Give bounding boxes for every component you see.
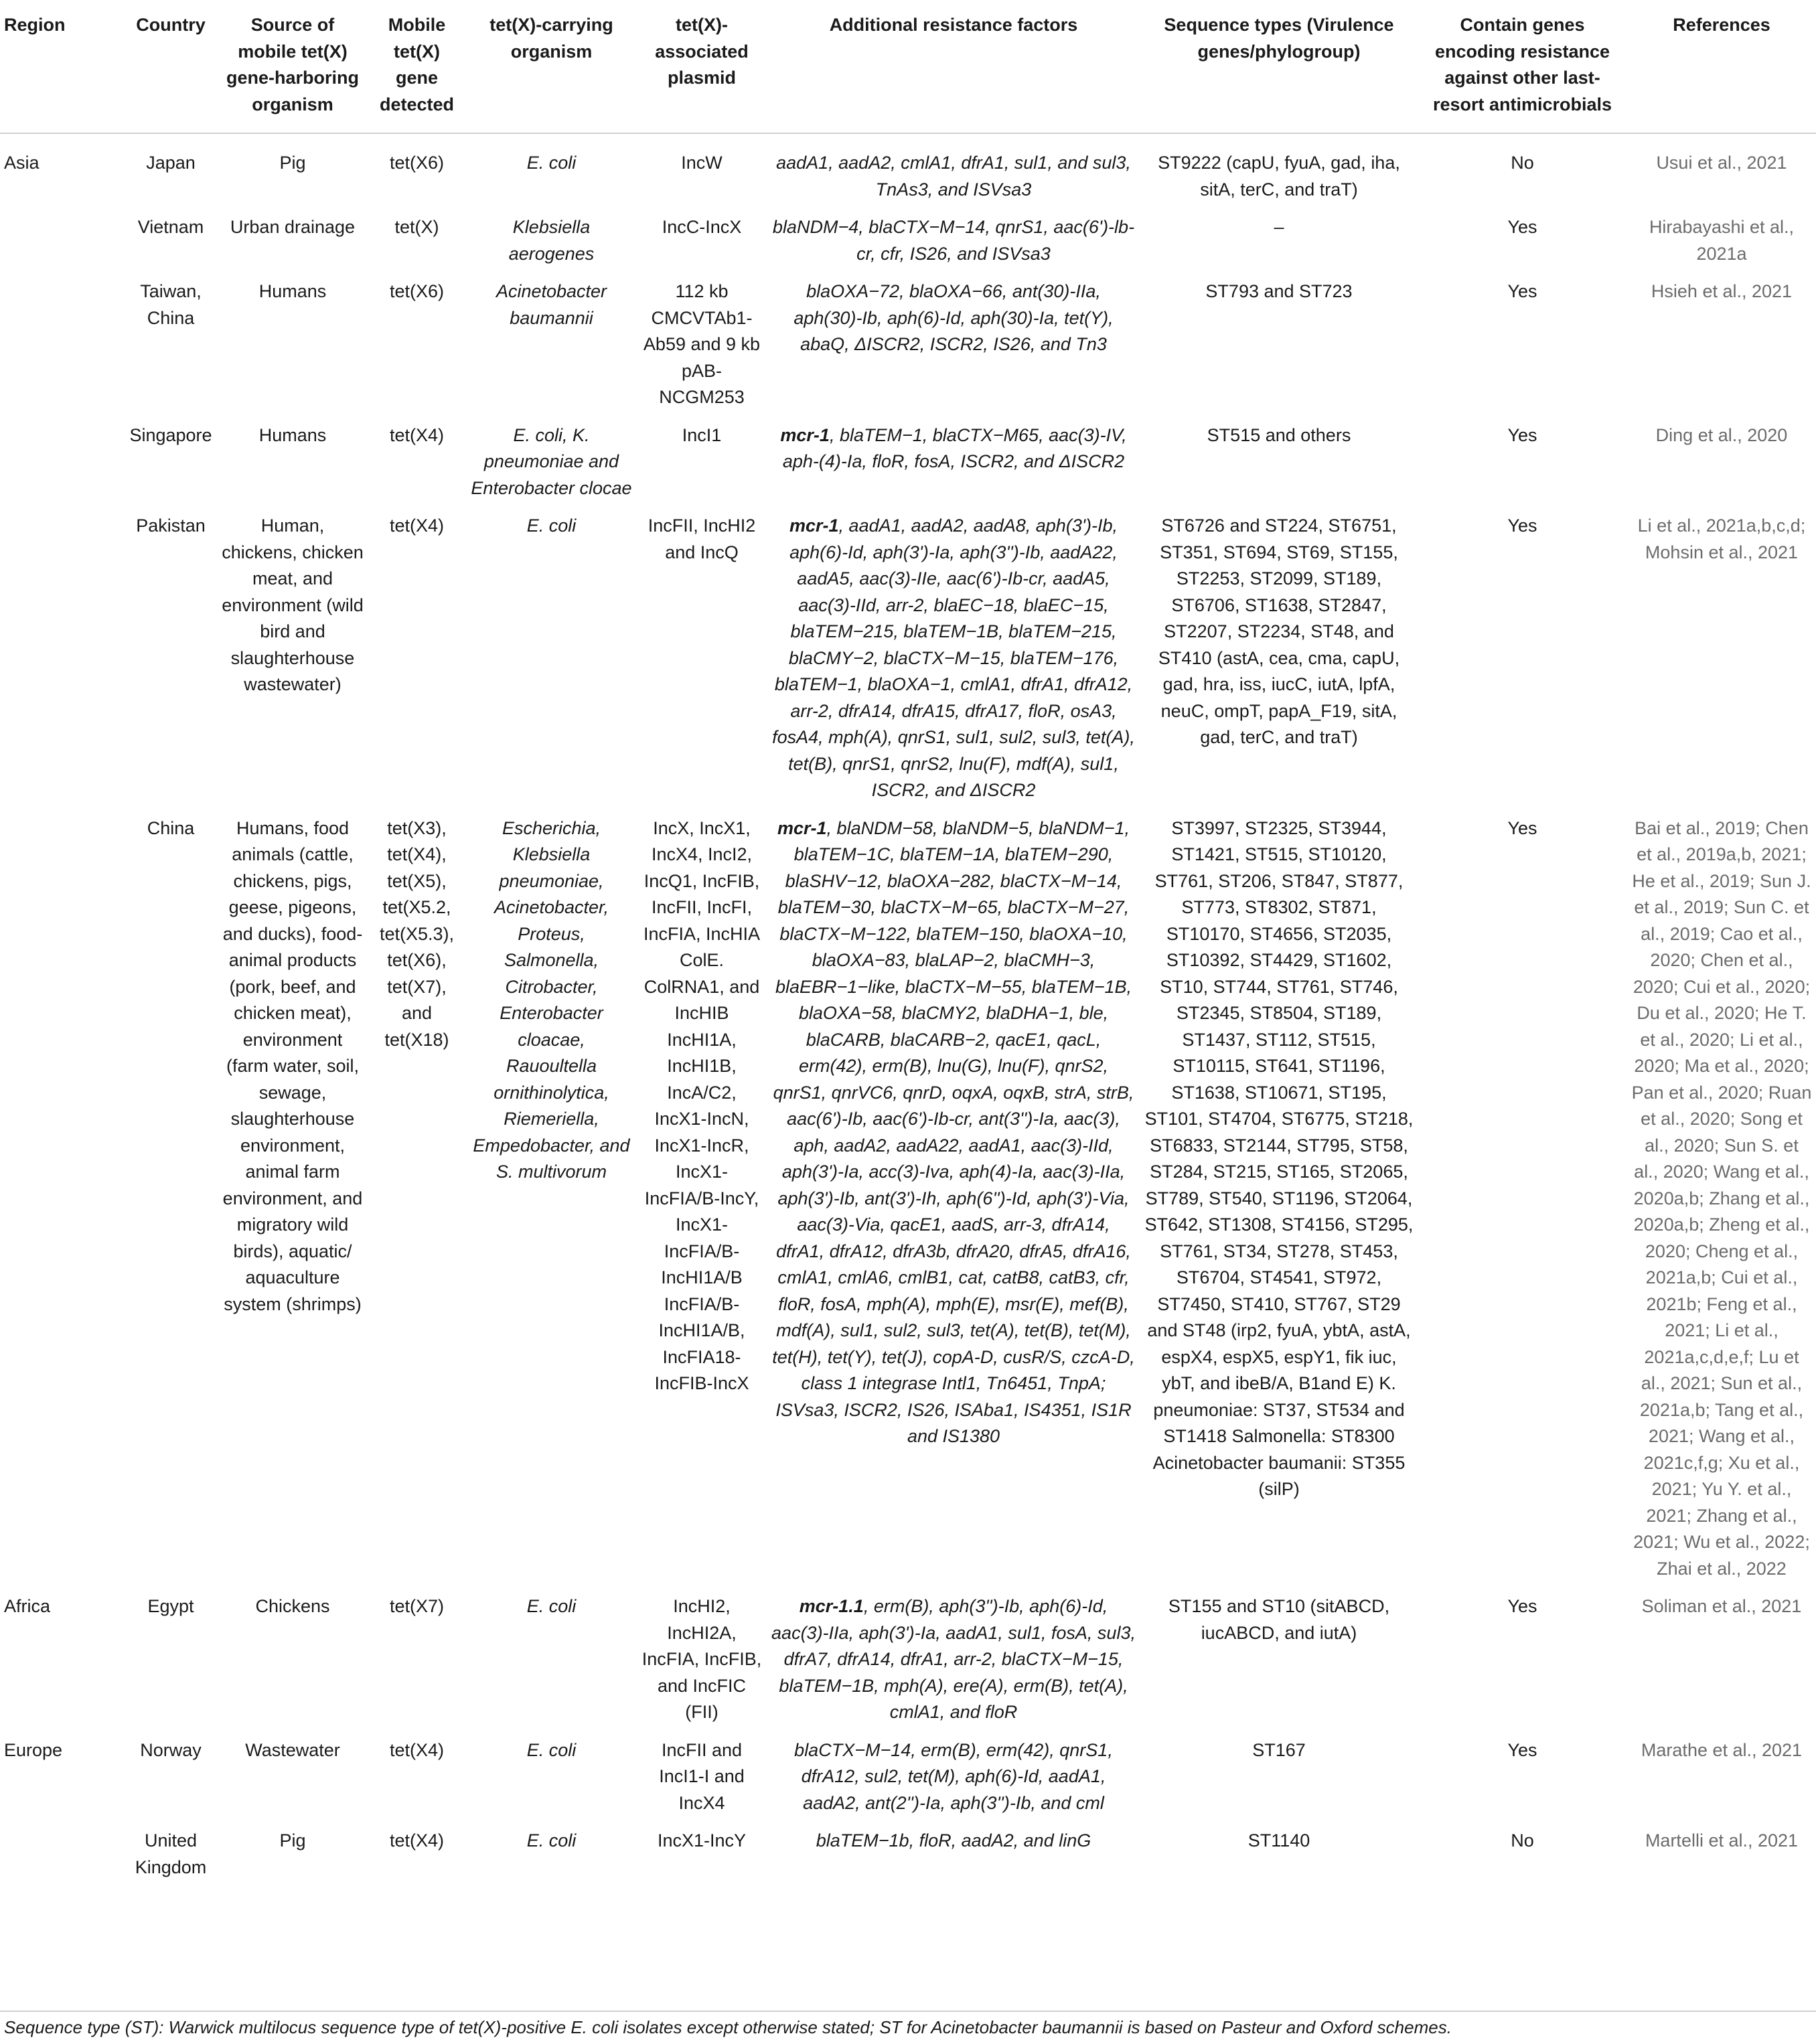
cell-country: Taiwan, China [140,281,202,328]
cell-last-resort: Yes [1507,217,1537,237]
mcr-gene: mcr-1 [780,424,830,445]
cell-source: Humans [258,424,327,445]
resistance-text: blaNDM−4, blaCTX−M−14, qnrS1, aac(6')-lb-cr, cfr, IS26, and ISVsa3 [772,217,1135,264]
cell-region: Europe [4,1739,63,1760]
cell-resistance [767,1588,1140,1732]
cell-country: United Kingdom [135,1830,207,1877]
resistance-text: blaCTX−M−14, erm(B), erm(42), qnrS1, dfrA12, sul2, tet(M), aph(6)-Id, aadA1, aadA2, ant(2'')-Ia, aph(3'')-Ib, and cml [794,1739,1113,1813]
table-footnote: Sequence type (ST): Warwick multilocus sequence type of tet(X)-positive E. coli isolates except otherwise stated; ST for Acinetobacter baumannii is based on Pasteur and Oxford schemes. [4,2017,1452,2037]
resistance-text: , erm(B), aph(3'')-Ib, aph(6)-Id, aac(3)-IIa, aph(3')-Ia, aadA1, sul1, fosA, sul3, dfrA7, dfrA14, dfrA1, arr-2, blaCTX−M−15, blaTEM−1B, mph(A), ere(A), erm(B), tet(A), cmlA1, and floR [771,1596,1136,1722]
cell-organism: Klebsiella aerogenes [508,217,595,264]
cell-organism: E. coli [526,516,577,536]
cell-last-resort: Yes [1507,1739,1537,1760]
cell-country: China [147,817,195,838]
cell-last-resort: No [1511,1830,1534,1851]
cell-plasmid: IncW [681,153,723,173]
cell-gene: tet(X4) [389,1830,445,1851]
cell-source: Human, chickens, chicken meat, and environment (wild bird and slaughterhouse wastewater) [222,516,364,694]
header-source: Source of mobile tet(X) gene-harboring organism [218,0,368,133]
cell-sequence-types: ST1140 [1247,1830,1310,1851]
cell-source: Pig [279,153,306,173]
cell-gene: tet(X6) [389,153,445,173]
cell-resistance [767,417,1140,508]
cell-plasmid: IncX, IncX1, IncX4, IncI2, IncQ1, IncFIB, IncFII, IncFI, IncFIA, IncHIA ColE. ColRNA1, and IncHIB IncHI1A, IncHI1B, IncA/C2, IncX1-IncN, IncX1-IncR, IncX1-IncFIA/B-IncY, IncX1-IncFIA/B-IncHI1A/B IncFIA/B-IncHI1A/B, IncFIA18-IncFIB-IncX [643,817,761,1393]
cell-organism: E. coli [526,153,577,173]
cell-region: Asia [4,153,40,173]
cell-country: Vietnam [137,217,204,237]
cell-country: Singapore [129,424,212,445]
table-row [0,810,1816,1589]
cell-source: Humans, food animals (cattle, chickens, pigs, geese, pigeons, and ducks), food-animal products (pork, beef, and chicken meat), environment (farm water, soil, sewage, slaughterhouse environment, animal farm environment, and migratory wild birds), aquatic/ aquaculture system (shrimps) [222,817,363,1314]
header-organism: tet(X)-carrying organism [466,0,637,133]
footnote-divider [0,2011,1816,2012]
resistance-text: blaOXA−72, blaOXA−66, ant(30)-IIa, aph(30)-Ib, aph(6)-Id, aph(30)-Ia, tet(Y), abaQ, ΔISCR2, ISCR2, IS26, and Tn3 [793,281,1114,354]
cell-region [0,273,124,417]
header-region: Region [0,0,124,133]
resistance-text: , blaTEM−1, blaCTX−M65, aac(3)-IV, aph-(4)-Ia, floR, fosA, ISCR2, and ΔISCR2 [782,424,1127,471]
cell-sequence-types: ST9222 (capU, fyuA, gad, iha, sitA, terC, and traT) [1158,153,1400,200]
cell-country: Japan [146,153,196,173]
cell-region [0,417,124,508]
cell-references[interactable]: Soliman et al., 2021 [1641,1596,1802,1616]
cell-plasmid: 112 kb CMCVTAb1-Ab59 and 9 kb pAB-NCGM253 [643,281,761,407]
resistance-text: blaTEM−1b, floR, aadA2, and linG [816,1830,1091,1851]
table-row [0,1588,1816,1732]
cell-region [0,810,124,1589]
mcr-gene: mcr-1 [777,817,827,838]
resistance-text: , aadA1, aadA2, aadA8, aph(3')-Ib, aph(6)-Id, aph(3')-Ia, aph(3'')-Ib, aadA22, aadA5, aac(3)-IIe, aac(6')-Ib-cr, aadA5, aac(3)-IId, arr-2, blaEC−18, blaEC−15, blaTEM−215, blaTEM−1B, blaTEM−215, blaCMY−2, blaCTX−M−15, blaTEM−176, blaTEM−1, blaOXA−1, cmlA1, dfrA1, dfrA12, arr-2, dfrA14, dfrA15, dfrA17, floR, osA3, fosA4, mph(A), qnrS1, sul1, sul2, sul3, tet(A), tet(B), qnrS1, qnrS2, lnu(F), mdf(A), sul1, ISCR2, and ΔISCR2 [772,516,1135,800]
cell-sequence-types: ST167 [1252,1739,1306,1760]
mcr-gene: mcr-1 [789,516,839,536]
cell-references[interactable]: Hsieh et al., 2021 [1651,281,1793,301]
table-row [0,507,1816,810]
cell-gene: tet(X) [394,217,439,237]
cell-source: Chickens [255,1596,330,1616]
table-row [0,273,1816,417]
cell-gene: tet(X6) [389,281,445,301]
cell-region [0,209,124,273]
cell-last-resort: No [1511,153,1534,173]
header-gene: Mobile tet(X) gene detected [368,0,466,133]
cell-region [0,1822,124,1887]
resistance-text: aadA1, aadA2, cmlA1, dfrA1, sul1, and sul3, TnAs3, and ISVsa3 [776,153,1131,200]
cell-gene: tet(X4) [389,516,445,536]
cell-resistance [767,507,1140,810]
cell-sequence-types: ST3997, ST2325, ST3944, ST1421, ST515, ST10120, ST761, ST206, ST847, ST877, ST773, ST8302, ST871, ST10170, ST4656, ST2035, ST10392, ST4429, ST1602, ST10, ST744, ST761, ST746, ST2345, ST8504, ST189, ST1437, ST112, ST515, ST10115, ST641, ST1196, ST1638, ST10671, ST195, ST101, ST4704, ST6775, ST218, ST6833, ST2144, ST795, ST58, ST284, ST215, ST165, ST2065, ST789, ST540, ST1196, ST2064, ST642, ST1308, ST4156, ST295, ST761, ST34, ST278, ST453, ST6704, ST4541, ST972, ST7450, ST410, ST767, ST29 and ST48 (irp2, fyuA, ybtA, astA, espX4, espX5, espY1, fik iuc, ybT, and ibeB/A, B1and E) K. pneumoniae: ST37, ST534 and ST1418 Salmonella: ST8300 Acinetobacter baumanii: ST355 (silP) [1144,817,1414,1499]
cell-references[interactable]: Hirabayashi et al., 2021a [1649,217,1795,264]
cell-organism: E. coli [526,1830,577,1851]
cell-region [0,507,124,810]
cell-organism: Acinetobacter baumannii [496,281,607,328]
table-row [0,133,1816,209]
cell-organism: E. coli [526,1739,577,1760]
cell-organism: Escherichia, Klebsiella pneumoniae, Acinetobacter, Proteus, Salmonella, Citrobacter, Enterobacter cloacae, Rauoultella ornithinolytica, Riemeriella, Empedobacter, and S. multivorum [473,817,630,1182]
cell-resistance [767,209,1140,273]
cell-last-resort: Yes [1507,281,1537,301]
cell-plasmid: IncHI2, IncHI2A, IncFIA, IncFIB, and IncFIC (FII) [641,1596,762,1722]
cell-last-resort: Yes [1507,817,1537,838]
cell-sequence-types: – [1274,217,1284,237]
cell-plasmid: IncC-IncX [662,217,742,237]
cell-resistance [767,273,1140,417]
cell-resistance [767,133,1140,209]
header-plasmid: tet(X)-associated plasmid [637,0,767,133]
cell-last-resort: Yes [1507,424,1537,445]
cell-plasmid: IncI1 [682,424,722,445]
cell-source: Humans [258,281,327,301]
cell-references[interactable]: Martelli et al., 2021 [1645,1830,1799,1851]
header-country: Country [124,0,218,133]
cell-sequence-types: ST155 and ST10 (sitABCD, iucABCD, and iutA) [1168,1596,1390,1643]
cell-plasmid: IncFII and IncI1-I and IncX4 [659,1739,745,1813]
resistance-text: , blaNDM−58, blaNDM−5, blaNDM−1, blaTEM−1C, blaTEM−1A, blaTEM−290, blaSHV−12, blaOXA−282, blaCTX−M−14, blaTEM−30, blaCTX−M−65, blaCTX−M−27, blaCTX−M−122, blaTEM−150, blaOXA−10, blaOXA−83, blaLAP−2, blaCMH−3, blaEBR−1−like, blaCTX−M−55, blaTEM−1B, blaOXA−58, blaCMY2, blaDHA−1, ble, blaCARB, blaCARB−2, qacE1, qacL, erm(42), erm(B), lnu(G), lnu(F), qnrS2, qnrS1, qnrVC6, qnrD, oqxA, oqxB, strA, strB, aac(6')-Ib, aac(6')-Ib-cr, ant(3'')-Ia, aac(3), aph, aadA2, aadA22, aadA1, aac(3)-IId, aph(3')-Ia, acc(3)-Iva, aph(4)-Ia, aac(3)-IIa, aph(3')-Ib, ant(3')-Ih, aph(6'')-Id, aph(3')-Via, aac(3)-Via, qacE1, aadS, arr-3, dfrA14, dfrA1, dfrA12, dfrA3b, dfrA20, dfrA5, dfrA16, cmlA1, cmlA6, cmlB1, cat, catB8, catB3, cfr, floR, fosA, mph(A), mph(E), msr(E), mef(B), mdf(A), sul1, sul2, sul3, tet(A), tet(B), tet(M), tet(H), tet(Y), tet(J), copA-D, cusR/S, czcA-D, class 1 integrase Intl1, Tn6451, TnpA; ISVsa3, ISCR2, IS26, ISAba1, IS4351, IS1R and IS1380 [772,817,1135,1446]
cell-references[interactable]: Bai et al., 2019; Chen et al., 2019a,b, 2021; He et al., 2019; Sun J. et al., 2019; Sun C. et al., 2019; Cao et al., 2020; Chen et al., 2020; Cui et al., 2020; Du et al., 2020; He T. et al., 2020; Li et al., 2020; Ma et al., 2020; Pan et al., 2020; Ruan et al., 2020; Song et al., 2020; Sun S. et al., 2020; Wang et al., 2020a,b; Zhang et al., 2020a,b; Zheng et al., 2020; Cheng et al., 2021a,b; Cui et al., 2021b; Feng et al., 2021; Li et al., 2021a,c,d,e,f; Lu et al., 2021; Sun et al., 2021a,b; Tang et al., 2021; Wang et al., 2021c,f,g; Xu et al., 2021; Yu Y. et al., 2021; Zhang et al., 2021; Wu et al., 2022; Zhai et al., 2022 [1631,817,1812,1579]
cell-organism: E. coli [526,1596,577,1616]
cell-source: Pig [279,1830,306,1851]
header-sequence-types: Sequence types (Virulence genes/phylogroup) [1140,0,1418,133]
table-row [0,1732,1816,1823]
cell-references[interactable]: Marathe et al., 2021 [1641,1739,1803,1760]
header-references: References [1627,0,1816,133]
cell-references[interactable]: Usui et al., 2021 [1656,153,1787,173]
cell-references[interactable]: Li et al., 2021a,b,c,d; Mohsin et al., 2021 [1637,516,1806,562]
cell-gene: tet(X4) [389,424,445,445]
cell-country: Pakistan [136,516,206,536]
cell-sequence-types: ST515 and others [1207,424,1351,445]
header-last-resort: Contain genes encoding resistance against other last-resort antimicrobials [1418,0,1627,133]
cell-references[interactable]: Ding et al., 2020 [1655,424,1788,445]
cell-plasmid: IncFII, IncHI2 and IncQ [648,516,756,562]
cell-resistance [767,810,1140,1589]
cell-gene: tet(X3), tet(X4), tet(X5), tet(X5.2, tet(X5.3), tet(X6), tet(X7), and tet(X18) [379,817,455,1050]
cell-last-resort: Yes [1507,516,1537,536]
cell-source: Urban drainage [230,217,356,237]
cell-resistance [767,1732,1140,1823]
cell-gene: tet(X7) [389,1596,445,1616]
cell-sequence-types: ST6726 and ST224, ST6751, ST351, ST694, ST69, ST155, ST2253, ST2099, ST189, ST6706, ST1638, ST2847, ST2207, ST2234, ST48, and ST410 (astA, cea, cma, capU, gad, hra, iss, iucC, iutA, lpfA, neuC, ompT, papA_F19, sitA, gad, terC, and traT) [1158,516,1400,747]
table-row [0,209,1816,273]
header-resistance: Additional resistance factors [767,0,1140,133]
cell-plasmid: IncX1-IncY [657,1830,747,1851]
cell-country: Norway [140,1739,202,1760]
cell-sequence-types: ST793 and ST723 [1205,281,1353,301]
header-row [0,0,1816,133]
cell-organism: E. coli, K. pneumoniae and Enterobacter clocae [471,424,632,498]
cell-last-resort: Yes [1507,1596,1537,1616]
cell-country: Egypt [147,1596,194,1616]
cell-gene: tet(X4) [389,1739,445,1760]
mcr-gene: mcr-1.1 [799,1596,864,1616]
cell-region: Africa [4,1596,51,1616]
cell-source: Wastewater [245,1739,340,1760]
cell-resistance [767,1822,1140,1887]
table-row [0,417,1816,508]
table-row [0,1822,1816,1887]
